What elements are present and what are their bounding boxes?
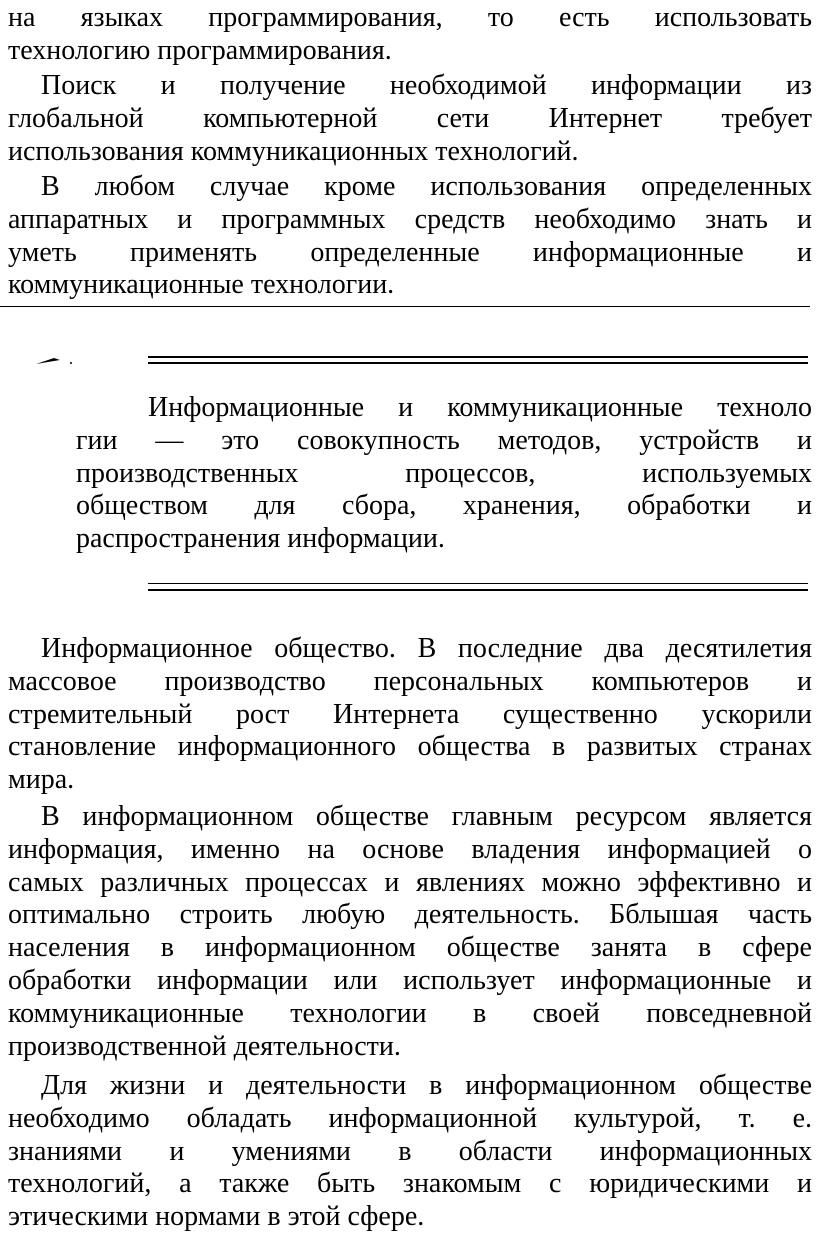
text-line: коммуникационные технологии. [8,269,395,301]
definition-bottom-rule [148,583,808,584]
section-divider [0,306,810,307]
text-line: этическими нормами в этой сфере. [8,1201,425,1233]
paragraph [8,70,812,168]
definition-bottom-rule [148,589,808,591]
text-line: Информационное общество. В последние два десятилетия [41,633,812,664]
text-line: В любом случае кроме использования определенных [41,171,812,202]
text-line: Поиск и получение необходимой информации из [41,70,812,101]
text-line: технологий, а также быть знакомым с юридическими и [8,1168,812,1200]
paragraph [8,801,812,1063]
definition-text [76,392,812,556]
text-line: обществом для сбора, хранения, обработки и [76,490,812,522]
paragraph [8,1070,812,1234]
text-line: массовое производство персональных компьютеров и [8,665,812,697]
text-line: распространения информации. [76,523,445,555]
text-line: знаниями и умениями в области информационных [8,1135,812,1167]
text-line: информация, именно на основе владения информацией о [8,833,812,865]
text-line: на языках программирования, то есть использовать [8,2,812,33]
text-line: необходимо обладать информационной культурой, т. е. [8,1102,812,1134]
text-line: гии — это совокупность методов, устройств и [76,424,812,456]
text-line: Информационные и коммуникационные техноло [148,392,812,423]
text-line: стремительный рост Интернета существенно ускорили [8,698,812,730]
text-line: использования коммуникационных технологий. [8,135,579,167]
text-line: производственных процессов, используемых [76,457,812,489]
definition-box [76,392,812,556]
paragraph [8,171,812,302]
text-line: технологию программирования. [8,34,392,66]
text-line: населения в информационном обществе занята в сфере [8,932,812,964]
text-line: самых различных процессах и явлениях можно эффективно и [8,866,812,898]
paragraph [8,633,812,797]
scan-mark-icon [34,352,74,373]
text-line: глобальной компьютерной сети Интернет требует [8,102,812,134]
text-line: аппаратных и программных средств необходимо знать и [8,203,812,235]
text-line: оптимально строить любую деятельность. Бблышая часть [8,899,812,931]
paragraph-continuation [8,2,812,68]
text-line: производственной деятельности. [8,1030,401,1062]
text-line: становление информационного общества в развитых странах [8,731,812,763]
text-line: Для жизни и деятельности в информационном обществе [41,1070,812,1101]
definition-top-rule [148,356,808,358]
text-line: обработки информации или использует информационные и [8,964,812,996]
definition-top-rule [148,362,808,364]
text-line: коммуникационные технологии в своей повседневной [8,997,812,1029]
text-line: мира. [8,764,75,796]
text-line: уметь применять определенные информационные и [8,236,812,268]
text-line: В информационном обществе главным ресурсом является [41,801,812,832]
